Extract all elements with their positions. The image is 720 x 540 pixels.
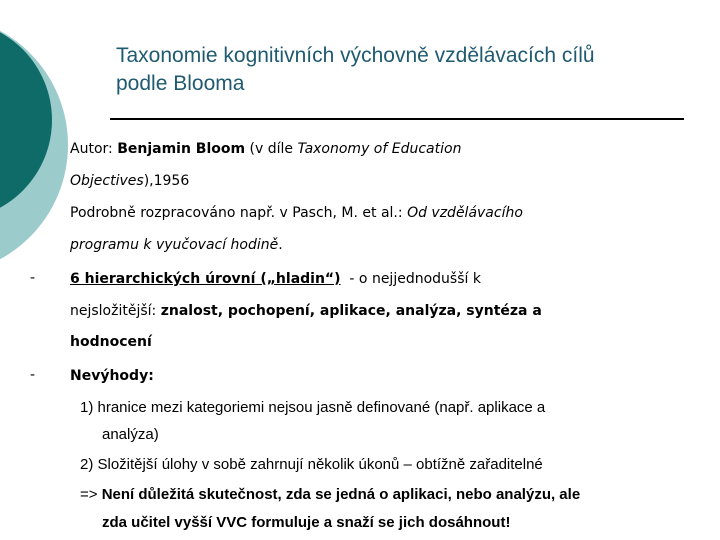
levels-line-3: hodnocení xyxy=(70,334,152,350)
conclusion-line-2: zda učitel vyšší VVC formuluje a snaží se jich dosáhnout! xyxy=(102,514,511,531)
levels-line: 6 hierarchických úrovní („hladin“) - o nejjednodušší k xyxy=(70,271,481,287)
bullet-dash: - xyxy=(30,270,36,286)
title-line-2: podle Blooma xyxy=(116,72,245,95)
cons-item-1-cont: analýza) xyxy=(102,426,159,443)
cons-heading: Nevýhody: xyxy=(70,368,154,384)
levels-line-2: nejsložitější: znalost, pochopení, aplikace, analýza, syntéza a xyxy=(70,303,542,319)
author-line-2: Objectives),1956 xyxy=(70,173,190,189)
detail-line: Podrobně rozpracováno např. v Pasch, M. et al.: Od vzdělávacího xyxy=(70,205,523,221)
cons-item-2: 2) Složitější úlohy v sobě zahrnují několik úkonů – obtížně zařaditelné xyxy=(80,456,543,473)
conclusion-line: => Není důležitá skutečnost, zda se jedná o aplikaci, nebo analýzu, ale xyxy=(80,486,581,503)
cons-item-1: 1) hranice mezi kategoriemi nejsou jasně definované (např. aplikace a xyxy=(80,399,546,416)
author-line: Autor: Benjamin Bloom (v díle Taxonomy of Education xyxy=(70,141,462,157)
slide-title xyxy=(116,42,706,98)
detail-line-2: programu k vyučovací hodině. xyxy=(70,237,283,253)
title-line-1: Taxonomie kognitivních výchovně vzdělávacích cílů xyxy=(116,44,595,67)
title-divider xyxy=(110,118,684,120)
bullet-dash: - xyxy=(30,367,36,383)
